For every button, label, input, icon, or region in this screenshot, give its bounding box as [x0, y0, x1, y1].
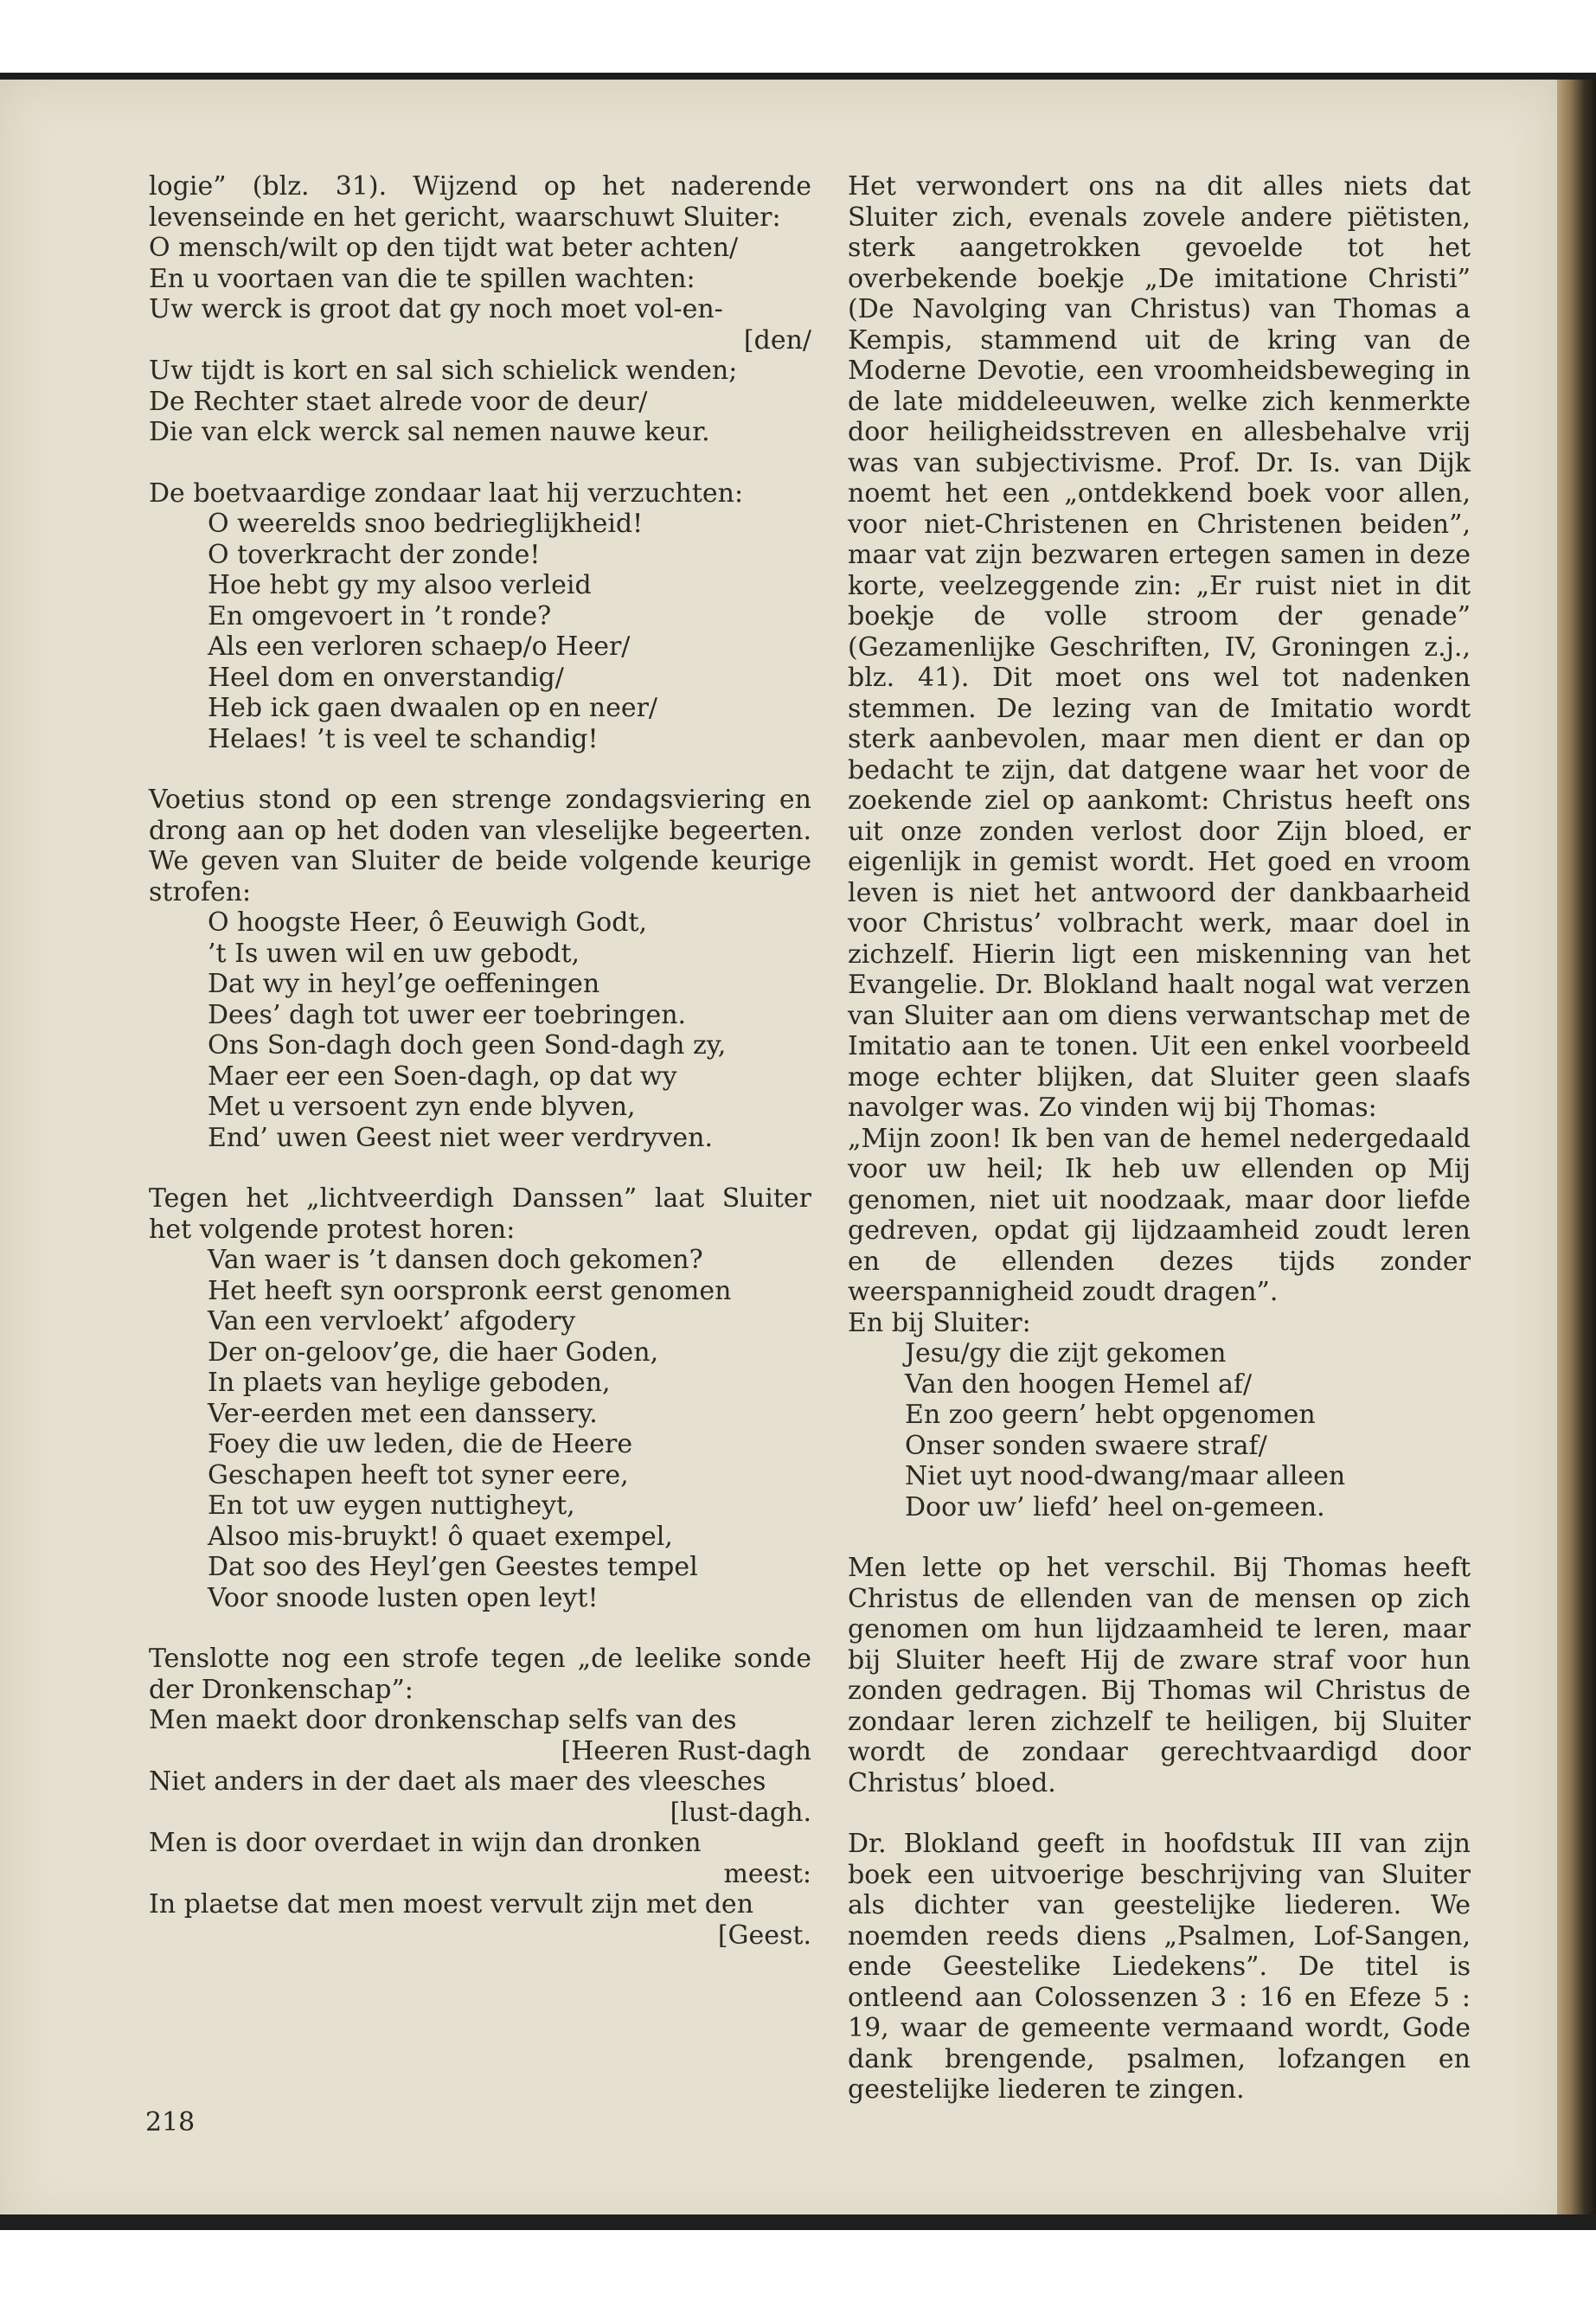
top-margin	[0, 0, 1596, 76]
verse-line: Maer eer een Soen-dagh, op dat wy	[208, 1061, 677, 1092]
verse-2a	[149, 509, 811, 631]
verse-line: Niet uyt nood-dwang/maar alleen	[905, 1461, 1346, 1491]
verse-line: Geschapen heeft tot syner eere,	[208, 1459, 629, 1490]
verse-line: Men is door overdaet in wijn dan dronken	[149, 1828, 702, 1858]
verse-line: Voor snoode lusten open leyt!	[208, 1582, 599, 1613]
paragraph: Tenslotte nog een strofe tegen „de leelike sonde der Dronkenschap”:	[149, 1644, 811, 1705]
verse-continuation: [Heeren Rust-dagh	[561, 1735, 811, 1766]
paragraph: Dr. Blokland geeft in hoofdstuk III van zijn boek een uitvoerige beschrijving van Sluiter als dichter van geestelijke liederen. We noemden reeds diens „Psalmen, Lof-Sangen, ende Geestelike Liedekens”. De titel is ontleend aan Colossenzen 3 : 16 en Efeze 5 : 19, waar de gemeente vermaand wordt, Gode dank brengende, psalmen, lofzangen en geestelijke liederen te zingen.	[848, 1829, 1471, 2105]
paragraph: Tegen het „lichtveerdigh Danssen” laat Sluiter het volgende protest horen:	[149, 1183, 811, 1245]
verse-line: Ons Son-dagh doch geen Sond-dagh zy,	[208, 1030, 727, 1061]
verse-line: Als een verloren schaep/o Heer/	[208, 631, 631, 662]
verse-line: Met u versoent zyn ende blyven,	[208, 1092, 636, 1122]
left-column	[149, 171, 811, 1951]
verse-line: De Rechter staet alrede voor de deur/	[149, 386, 648, 417]
quotation: „Mijn zoon! Ik ben van de hemel nedergedaald voor uw heil; Ik heb uw ellenden op Mij genomen, niet uit noodzaak, maar door liefde gedreven, opdat gij lijdzaamheid zoudt leren en de ellenden dezes tijds zonder weerspannigheid zoudt dragen”.	[848, 1123, 1471, 1307]
verse-2b	[149, 631, 811, 754]
paragraph: Men lette op het verschil. Bij Thomas heeft Christus de ellenden van de mensen op zich genomen om hun lijdzaamheid te leren, maar bij Sluiter heeft Hij de zware straf voor hun zonden gedragen. Bij Thomas wil Christus de zondaar leren zichzelf te heiligen, bij Sluiter wordt de zondaar gerechtvaardigd door Christus’ bloed.	[848, 1553, 1471, 1798]
verse-line: O weerelds snoo bedrieglijkheid!	[208, 509, 644, 539]
verse-continuation: [lust-dagh.	[670, 1797, 811, 1828]
verse-line: Jesu/gy die zijt gekomen	[905, 1338, 1227, 1368]
verse-line: Helaes! ’t is veel te schandig!	[208, 723, 599, 754]
verse-line: Van waer is ’t dansen doch gekomen?	[208, 1245, 703, 1275]
book-spine	[1557, 80, 1596, 2230]
verse-1	[149, 233, 811, 448]
verse-line: En zoo geern’ hebt opgenomen	[905, 1400, 1316, 1430]
top-edge-line	[0, 73, 1596, 80]
verse-line: Hoe hebt gy my alsoo verleid	[208, 570, 592, 600]
verse-line: ’t Is uwen wil en uw gebodt,	[208, 938, 580, 969]
verse-line: End’ uwen Geest niet weer verdryven.	[208, 1122, 713, 1153]
paragraph: De boetvaardige zondaar laat hij verzuchten:	[149, 478, 744, 509]
paragraph: Voetius stond op een strenge zondagsviering en drong aan op het doden van vleselijke begeerten. We geven van Sluiter de beide volgende keurige strofen:	[149, 785, 811, 907]
verse-line: Men maekt door dronkenschap selfs van des	[149, 1705, 737, 1735]
verse-line: En tot uw eygen nuttigheyt,	[208, 1490, 575, 1521]
verse-3a	[149, 907, 811, 1030]
verse-continuation: meest:	[723, 1858, 811, 1889]
verse-line: O hoogste Heer, ô Eeuwigh Godt,	[208, 907, 648, 938]
verse-line: En omgevoert in ’t ronde?	[208, 600, 552, 631]
paragraph: En bij Sluiter:	[848, 1307, 1031, 1338]
page-number: 218	[145, 2107, 195, 2138]
verse-line: Ver-eerden met een danssery.	[208, 1398, 598, 1429]
verse-4a	[149, 1245, 811, 1429]
verse-line: Van den hoogen Hemel af/	[905, 1368, 1253, 1400]
verse-3b	[149, 1030, 811, 1153]
paragraph: Het verwondert ons na dit alles niets dat Sluiter zich, evenals zovele andere piëtisten, sterk aangetrokken gevoelde tot het overbekende boekje „De imitatione Christi” (De Navolging van Christus) van Thomas a Kempis, stammend uit de kring van de Moderne Devotie, een vroomheidsbeweging in de late middeleeuwen, welke zich kenmerkte door heiligheidsstreven en allesbehalve vrij was van subjectivisme. Prof. Dr. Is. van Dijk noemt het een „ontdekkend boek voor allen, voor niet-Christenen en Christenen beiden”, maar vat zijn bezwaren ertegen samen in deze korte, veelzeggende zin: „Er ruist niet in dit boekje de volle stroom der genade” (Gezamenlijke Geschriften, IV, Groningen z.j., blz. 41). Dit moet ons wel tot nadenken stemmen. De lezing van de Imitatio wordt sterk aanbevolen, maar men dient er dan op bedacht te zijn, dat datgene waar het voor de zoekende ziel op aankomt: Christus heeft ons uit onze zonden verlost door Zijn bloed, er eigenlijk in gemist wordt. Het goed en vroom leven is niet het antwoord der dankbaarheid voor Christus’ volbracht werk, maar doel in zichzelf. Hierin ligt een miskenning van het Evangelie. Dr. Blokland haalt nogal wat verzen van Sluiter aan om diens verwantschap met de Imitatio aan te tonen. Uit een enkel voorbeeld moge echter blijken, dat Sluiter geen slaafs navolger was. Zo vinden wij bij Thomas:	[848, 171, 1471, 1123]
verse-line: In plaetse dat men moest vervult zijn met den	[149, 1889, 754, 1920]
sluiter-verse	[848, 1338, 1471, 1522]
verse-line: In plaets van heylige geboden,	[208, 1368, 611, 1398]
verse-line: Die van elck werck sal nemen nauwe keur.	[149, 417, 710, 447]
intro-paragraph: logie” (blz. 31). Wijzend op het naderende levenseinde en het gericht, waarschuwt Sluiter:	[149, 171, 811, 233]
bottom-edge-line	[0, 2214, 1596, 2230]
verse-line: Uw werck is groot dat gy noch moet vol-en-	[149, 294, 723, 324]
verse-line: Foey die uw leden, die de Heere	[208, 1429, 633, 1459]
verse-line: Van een vervloekt’ afgodery	[208, 1306, 576, 1336]
bottom-margin	[0, 2230, 1596, 2301]
verse-line: En u voortaen van die te spillen wachten:	[149, 263, 695, 294]
verse-4b	[149, 1429, 811, 1613]
verse-line: Onser sonden swaere straf/	[905, 1430, 1267, 1461]
verse-line: O toverkracht der zonde!	[208, 539, 541, 570]
verse-line: Dat soo des Heyl’gen Geestes tempel	[208, 1552, 698, 1582]
verse-continuation: [Geest.	[717, 1920, 811, 1951]
verse-line: Door uw’ liefd’ heel on-gemeen.	[905, 1491, 1325, 1522]
verse-5	[149, 1705, 811, 1951]
verse-line: Der on-geloov’ge, die haer Goden,	[208, 1336, 659, 1368]
right-column	[848, 171, 1471, 2106]
verse-line: Niet anders in der daet als maer des vleesches	[149, 1766, 766, 1797]
verse-line: O mensch/wilt op den tijdt wat beter achten/	[149, 233, 739, 263]
verse-line: Heb ick gaen dwaalen op en neer/	[208, 693, 658, 723]
verse-line: Dat wy in heyl’ge oeffeningen	[208, 969, 600, 999]
verse-line: Alsoo mis-bruykt! ô quaet exempel,	[208, 1521, 673, 1552]
verse-line: Uw tijdt is kort en sal sich schielick wenden;	[149, 356, 738, 386]
verse-continuation: [den/	[743, 324, 811, 356]
verse-line: Heel dom en onverstandig/	[208, 662, 564, 693]
verse-line: Het heeft syn oorspronk eerst genomen	[208, 1275, 732, 1306]
verse-line: Dees’ dagh tot uwer eer toebringen.	[208, 999, 687, 1030]
